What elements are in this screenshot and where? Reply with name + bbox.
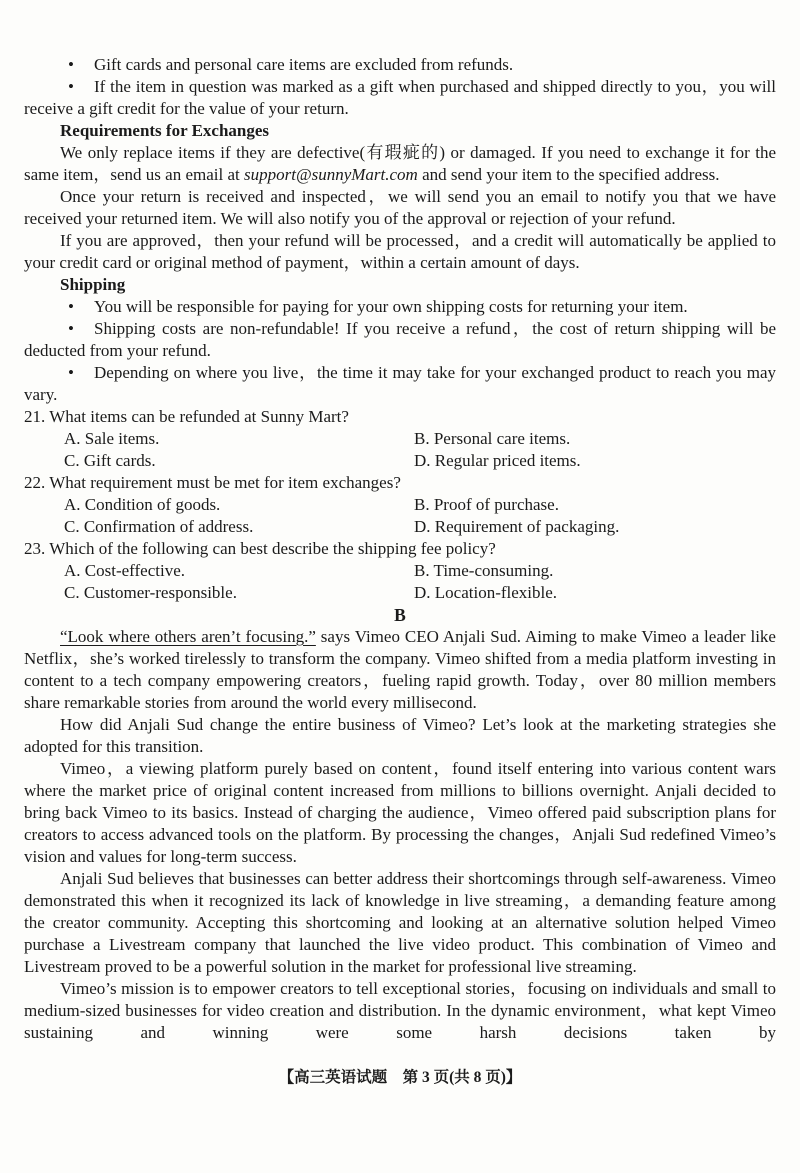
question-23-option-b: B. Time-consuming. [414, 561, 554, 580]
refund-bullet-2-text: If the item in question was marked as a gift when purchased and shipped directly to you，you will receive a gift credit for the value of your return. [24, 77, 776, 118]
question-23-options [24, 560, 776, 604]
question-21-options [24, 428, 776, 472]
email-address: support@sunnyMart.com [244, 165, 418, 184]
question-22-option-c: C. Confirmation of address. [64, 517, 254, 536]
shipping-bullet-3-text: Depending on where you live，the time it may take for your exchanged product to reach you may vary. [24, 363, 776, 404]
passage-paragraph-3: Vimeo，a viewing platform purely based on content，found itself entering into various content wars where the market price of original content increased from millions to billions overnight. Anjali decided to bring back Vimeo to its basics. Instead of charging the audience，Vimeo offered paid subscription plans for creators to access advanced tools on the platform. By processing the changes，Anjali Sud redefined Vimeo’s vision and values for long-term success. [24, 759, 776, 866]
passage-paragraph-1-rest: says Vimeo CEO Anjali Sud. Aiming to make Vimeo a leader like Netflix，she’s worked tirelessly to transform the company. Vimeo shifted from a media platform investing in content to a tech company empowering creators，fueling rapid growth. Today，over 80 million members share remarkable stories from around the world every millisecond. [24, 627, 776, 712]
exchanges-paragraph [24, 142, 776, 186]
question-22-option-b: B. Proof of purchase. [414, 495, 559, 514]
question-23: 23. Which of the following can best describe the shipping fee policy? [24, 539, 496, 558]
exchanges-text-post: and send your item to the specified address. [417, 165, 720, 184]
page-footer: 【高三英语试题 第 3 页(共 8 页)】 [278, 1069, 522, 1086]
shipping-bullet-2-text: Shipping costs are non-refundable! If you receive a refund，the cost of return shipping will be deducted from your refund. [24, 319, 776, 360]
question-21-option-c: C. Gift cards. [64, 451, 156, 470]
bullet-icon: • [68, 297, 74, 316]
question-21-option-b: B. Personal care items. [414, 429, 571, 448]
question-23-option-c: C. Customer-responsible. [64, 583, 237, 602]
question-22: 22. What requirement must be met for item exchanges? [24, 473, 401, 492]
shipping-bullet-1-text: You will be responsible for paying for your own shipping costs for returning your item. [94, 297, 688, 316]
question-21-option-d: D. Regular priced items. [414, 451, 581, 470]
question-21-option-a: A. Sale items. [64, 429, 160, 448]
approval-paragraph: If you are approved，then your refund will be processed，and a credit will automatically be applied to your credit card or original method of payment，within a certain amount of days. [24, 231, 776, 272]
exchanges-text-pre: We only replace items if they are defective(有瑕疵的) or damaged. If you need to exchange it for the same item，send us an email at [24, 143, 776, 184]
question-23-option-a: A. Cost-effective. [64, 561, 186, 580]
bullet-icon: • [68, 363, 74, 382]
passage-paragraph-2: How did Anjali Sud change the entire business of Vimeo? Let’s look at the marketing strategies she adopted for this transition. [24, 715, 776, 756]
question-22-options [24, 494, 776, 538]
question-23-option-d: D. Location-flexible. [414, 583, 558, 602]
question-22-option-a: A. Condition of goods. [64, 495, 221, 514]
bullet-icon: • [68, 77, 74, 96]
section-letter-b: B [394, 605, 406, 625]
shipping-bullet-2 [24, 318, 776, 362]
inspection-paragraph: Once your return is received and inspected，we will send you an email to notify you that we have received your returned item. We will also notify you of the approval or rejection of your refund. [24, 187, 776, 228]
refund-bullet-1 [24, 54, 776, 76]
passage-paragraph-5: Vimeo’s mission is to empower creators to tell exceptional stories，focusing on individuals and small to medium-sized businesses for video creation and distribution. In the dynamic environment，what kept Vimeo sustaining and winning were some harsh decisions taken by [24, 979, 776, 1042]
question-21: 21. What items can be refunded at Sunny Mart? [24, 407, 349, 426]
shipping-bullet-3 [24, 362, 776, 406]
shipping-bullet-1 [24, 296, 776, 318]
passage-paragraph-4: Anjali Sud believes that businesses can better address their shortcomings through self-awareness. Vimeo demonstrated this when it recognized its lack of knowledge in live streaming，a demanding feature among the creator community. Accepting this shortcoming and looking at an alternative solution helped Vimeo purchase a Livestream company that launched the live video product. This combination of Vimeo and Livestream proved to be a powerful solution in the market for professional live streaming. [24, 869, 776, 976]
question-22-option-d: D. Requirement of packaging. [414, 517, 620, 536]
bullet-icon: • [68, 319, 74, 338]
shipping-heading: Shipping [60, 275, 126, 294]
exchanges-heading: Requirements for Exchanges [60, 121, 270, 140]
refund-bullet-1-text: Gift cards and personal care items are excluded from refunds. [94, 55, 514, 74]
passage-paragraph-1 [24, 626, 776, 714]
refund-bullet-2 [24, 76, 776, 120]
bullet-icon: • [68, 55, 74, 74]
underlined-quote: “Look where others aren’t focusing.” [60, 627, 316, 646]
